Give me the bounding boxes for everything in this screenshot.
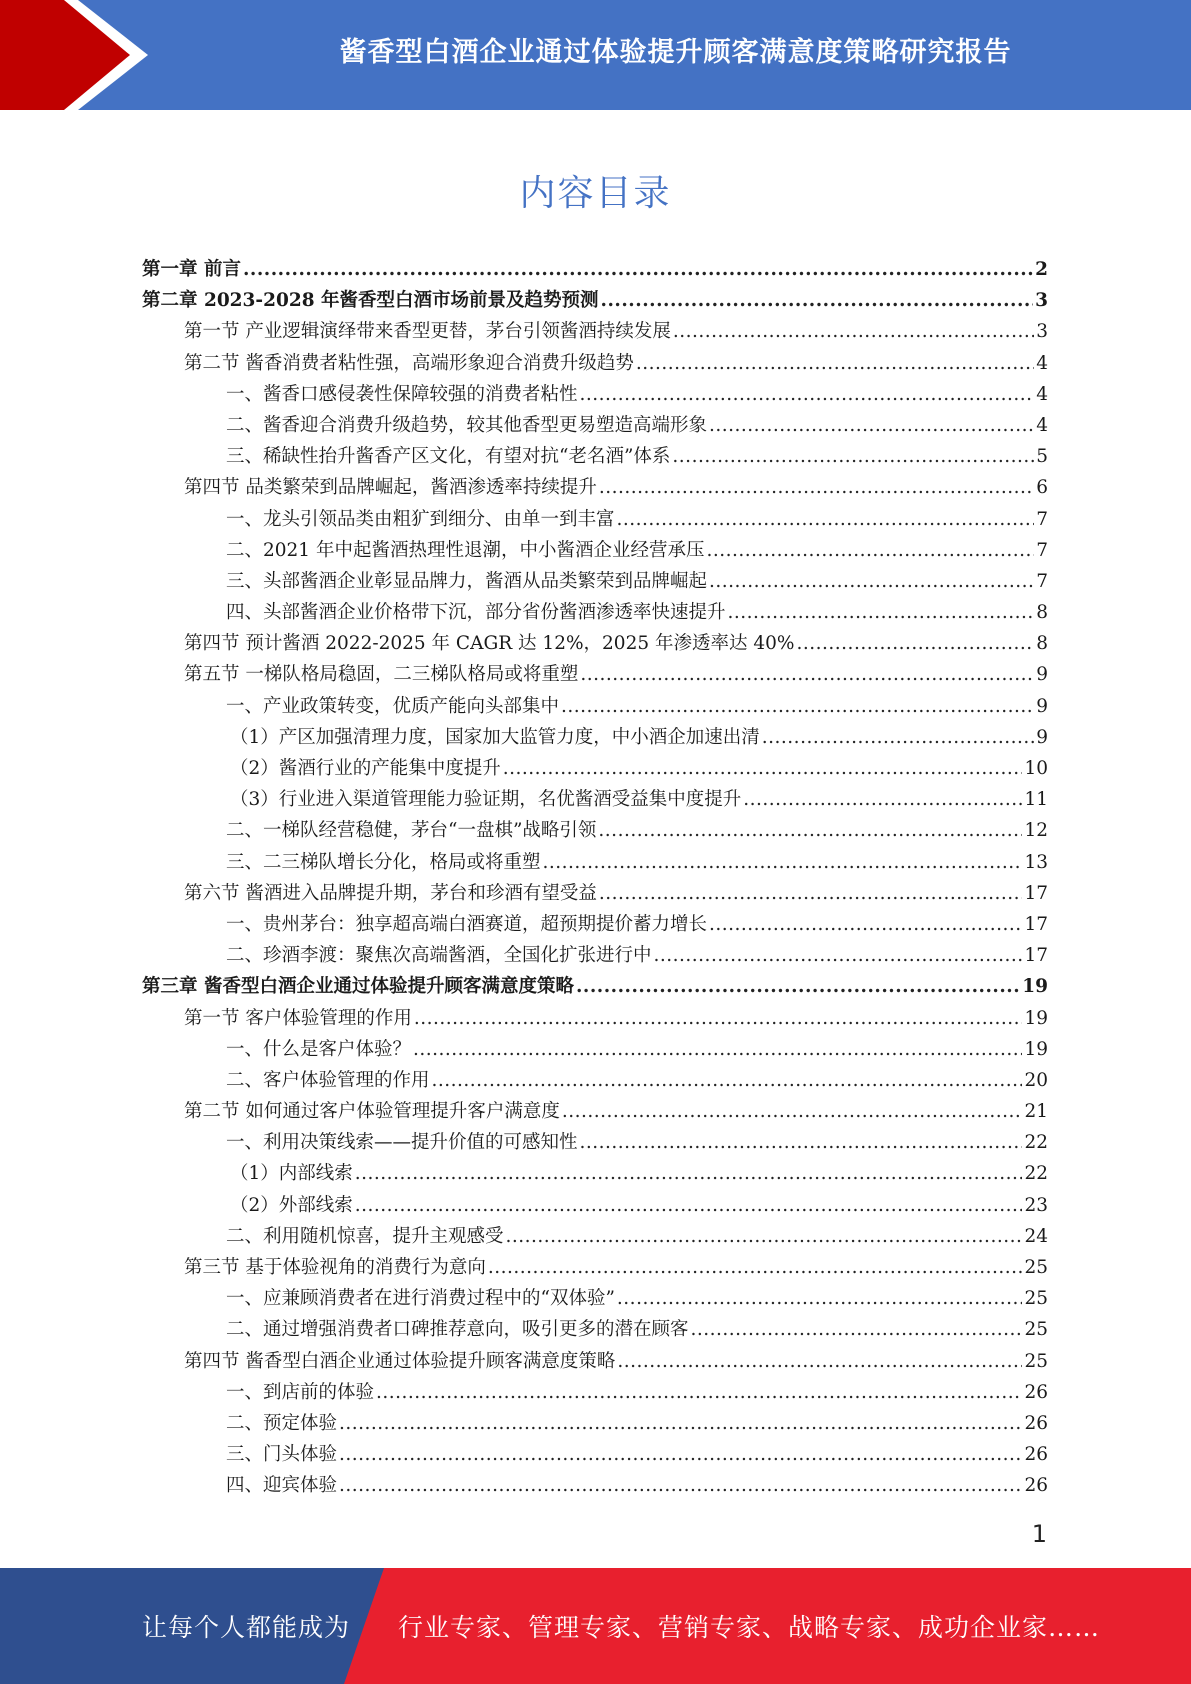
toc-entry-page: 26 bbox=[1024, 1475, 1048, 1497]
toc-entry-page: 8 bbox=[1036, 602, 1048, 624]
toc-entry-page: 12 bbox=[1024, 820, 1048, 842]
toc-dot-leader bbox=[617, 1346, 1022, 1377]
toc-entry[interactable] bbox=[142, 441, 1048, 472]
toc-entry-label: 第六节 酱酒进入品牌提升期，茅台和珍酒有望受益 bbox=[184, 882, 597, 904]
toc-entry-label: 一、什么是客户体验？ bbox=[226, 1038, 412, 1060]
toc-dot-leader bbox=[506, 1221, 1023, 1252]
toc-dot-leader bbox=[562, 1096, 1023, 1127]
toc-entry[interactable] bbox=[142, 1283, 1048, 1314]
toc-dot-leader bbox=[728, 597, 1035, 628]
toc-dot-leader bbox=[636, 348, 1034, 379]
toc-entry-label: 三、头部酱酒企业彰显品牌力，酱酒从品类繁荣到品牌崛起 bbox=[226, 570, 708, 592]
toc-entry-page: 9 bbox=[1036, 664, 1048, 686]
footer-slogan-left: 让每个人都能成为 bbox=[142, 1613, 351, 1642]
toc-dot-leader bbox=[413, 1034, 1022, 1065]
toc-entry[interactable] bbox=[142, 1158, 1048, 1189]
toc-dot-leader bbox=[617, 504, 1035, 535]
toc-entry-label: 第四节 预计酱酒 2022-2025 年 CAGR 达 12%，2025 年渗透率达 40% bbox=[184, 633, 795, 655]
footer-slogan-right: 行业专家、管理专家、营销专家、战略专家、成功企业家…… bbox=[398, 1613, 1101, 1642]
toc-dot-leader bbox=[543, 847, 1023, 878]
toc-entry-page: 19 bbox=[1024, 1007, 1048, 1029]
toc-entry[interactable] bbox=[142, 1003, 1048, 1034]
toc-entry-label: 第五节 一梯队格局稳固，二三梯队格局或将重塑 bbox=[184, 664, 579, 686]
toc-dot-leader bbox=[355, 1190, 1023, 1221]
toc-dot-leader bbox=[243, 254, 1033, 285]
toc-dot-leader bbox=[601, 285, 1034, 316]
toc-dot-leader bbox=[706, 535, 1034, 566]
toc-entry-label: 一、应兼顾消费者在进行消费过程中的“双体验” bbox=[226, 1288, 615, 1310]
toc-entry-label: 第四节 酱香型白酒企业通过体验提升顾客满意度策略 bbox=[184, 1350, 616, 1372]
toc-entry-label: 一、产业政策转变，优质产能向头部集中 bbox=[226, 695, 560, 717]
toc-entry-label: 四、头部酱酒企业价格带下沉，部分省份酱酒渗透率快速提升 bbox=[226, 602, 726, 624]
toc-dot-leader bbox=[709, 909, 1022, 940]
toc-entry-label: 二、利用随机惊喜，提升主观感受 bbox=[226, 1225, 504, 1247]
toc-entry[interactable] bbox=[142, 1065, 1048, 1096]
toc-entry-page: 25 bbox=[1024, 1319, 1048, 1341]
toc-entry-label: 二、珍酒李渡：聚焦次高端酱酒，全国化扩张进行中 bbox=[226, 945, 652, 967]
toc-dot-leader bbox=[709, 566, 1034, 597]
toc-entry-label: 二、2021 年中起酱酒热理性退潮，中小酱酒企业经营承压 bbox=[226, 539, 705, 561]
toc-entry-page: 2 bbox=[1035, 259, 1048, 280]
toc-entry-page: 26 bbox=[1024, 1444, 1048, 1466]
toc-dot-leader bbox=[762, 722, 1034, 753]
toc-entry-label: 第二节 如何通过客户体验管理提升客户满意度 bbox=[184, 1101, 560, 1123]
toc-entry[interactable] bbox=[142, 940, 1048, 971]
toc-dot-leader bbox=[488, 1252, 1023, 1283]
toc-entry-label: 一、到店前的体验 bbox=[226, 1381, 375, 1403]
toc-entry-label: 第二节 酱香消费者粘性强，高端形象迎合消费升级趋势 bbox=[184, 352, 634, 374]
toc-dot-leader bbox=[654, 940, 1023, 971]
toc-entry[interactable] bbox=[142, 1377, 1048, 1408]
toc-dot-leader bbox=[599, 878, 1023, 909]
toc-entry-label: 三、门头体验 bbox=[226, 1444, 338, 1466]
toc-entry-label: 一、利用决策线索——提升价值的可感知性 bbox=[226, 1132, 578, 1154]
toc-entry-page: 17 bbox=[1024, 945, 1048, 967]
toc-entry-page: 13 bbox=[1024, 851, 1048, 873]
toc-entry-page: 11 bbox=[1024, 789, 1048, 811]
toc-entry-page: 9 bbox=[1036, 695, 1048, 717]
toc-entry-page: 26 bbox=[1024, 1381, 1048, 1403]
toc-entry-page: 9 bbox=[1036, 726, 1048, 748]
toc-dot-leader bbox=[561, 691, 1034, 722]
toc-entry-page: 19 bbox=[1024, 1038, 1048, 1060]
toc-entry-page: 10 bbox=[1024, 758, 1048, 779]
toc-entry[interactable] bbox=[142, 1190, 1048, 1221]
toc-entry-page: 24 bbox=[1024, 1225, 1048, 1247]
toc-dot-leader bbox=[339, 1408, 1022, 1439]
toc-entry[interactable] bbox=[142, 566, 1048, 597]
toc-entry-label: 二、一梯队经营稳健，茅台“一盘棋”战略引领 bbox=[226, 820, 597, 842]
toc-entry-page: 4 bbox=[1036, 352, 1048, 374]
toc-entry[interactable] bbox=[142, 1034, 1048, 1065]
toc-entry[interactable] bbox=[142, 535, 1048, 566]
toc-entry-page: 3 bbox=[1035, 290, 1048, 312]
toc-entry-label: 一、贵州茅台：独享超高端白酒赛道，超预期提价蓄力增长 bbox=[226, 913, 708, 935]
toc-entry-page: 3 bbox=[1036, 321, 1048, 343]
toc-entry[interactable] bbox=[142, 316, 1048, 347]
toc-entry-label: （3）行业进入渠道管理能力验证期，名优酱酒受益集中度提升 bbox=[230, 789, 742, 811]
toc-entry-page: 4 bbox=[1036, 383, 1048, 405]
toc-entry-page: 25 bbox=[1024, 1288, 1048, 1310]
toc-entry-label: 二、酱香迎合消费升级趋势，较其他香型更易塑造高端形象 bbox=[226, 414, 708, 436]
toc-entry[interactable] bbox=[142, 1408, 1048, 1439]
toc-entry[interactable] bbox=[142, 1252, 1048, 1283]
toc-entry-page: 6 bbox=[1036, 477, 1048, 499]
toc-entry[interactable] bbox=[142, 472, 1048, 503]
toc-entry-label: （2）酱酒行业的产能集中度提升 bbox=[230, 758, 501, 779]
toc-entry[interactable] bbox=[142, 909, 1048, 940]
toc-dot-leader bbox=[617, 1283, 1023, 1314]
toc-entry-label: 一、酱香口感侵袭性保障较强的消费者粘性 bbox=[226, 383, 578, 405]
toc-dot-leader bbox=[376, 1377, 1022, 1408]
toc-entry[interactable] bbox=[142, 1314, 1048, 1345]
toc-entry-page: 7 bbox=[1036, 570, 1048, 592]
toc-entry-label: 二、客户体验管理的作用 bbox=[226, 1069, 430, 1091]
toc-entry-page: 23 bbox=[1024, 1194, 1048, 1216]
toc-heading: 内容目录 bbox=[519, 173, 672, 214]
toc-entry[interactable] bbox=[142, 504, 1048, 535]
toc-dot-leader bbox=[598, 815, 1022, 846]
toc-entry-label: 第一节 产业逻辑演绎带来香型更替，茅台引领酱酒持续发展 bbox=[184, 321, 671, 343]
toc-entry-label: 二、通过增强消费者口碑推荐意向，吸引更多的潜在顾客 bbox=[226, 1319, 689, 1341]
toc-entry[interactable] bbox=[142, 878, 1048, 909]
toc-entry[interactable] bbox=[142, 722, 1048, 753]
toc-dot-leader bbox=[797, 628, 1035, 659]
toc-entry-label: 三、二三梯队增长分化，格局或将重塑 bbox=[226, 851, 541, 873]
toc-entry-page: 7 bbox=[1036, 539, 1048, 561]
toc-dot-leader bbox=[576, 971, 1020, 1002]
toc-entry[interactable] bbox=[142, 597, 1048, 628]
toc-entry[interactable] bbox=[142, 348, 1048, 379]
toc-entry[interactable] bbox=[142, 659, 1048, 690]
toc-entry[interactable] bbox=[142, 1096, 1048, 1127]
toc-entry[interactable] bbox=[142, 784, 1048, 815]
toc-entry[interactable] bbox=[142, 847, 1048, 878]
toc-dot-leader bbox=[599, 472, 1034, 503]
toc-entry[interactable] bbox=[142, 971, 1048, 1002]
toc-entry[interactable] bbox=[142, 628, 1048, 659]
toc-entry-page: 7 bbox=[1036, 508, 1048, 530]
toc-dot-leader bbox=[339, 1439, 1022, 1470]
toc-entry[interactable] bbox=[142, 1346, 1048, 1377]
toc-dot-leader bbox=[743, 784, 1022, 815]
toc-entry-label: 二、预定体验 bbox=[226, 1412, 338, 1434]
toc-entry-page: 17 bbox=[1024, 913, 1048, 935]
page-number: 1 bbox=[1031, 1520, 1047, 1548]
toc-entry[interactable] bbox=[142, 254, 1048, 285]
toc-dot-leader bbox=[691, 1314, 1023, 1345]
toc-dot-leader bbox=[503, 753, 1023, 784]
toc-entry[interactable] bbox=[142, 410, 1048, 441]
toc-entry-label: 第四节 品类繁荣到品牌崛起，酱酒渗透率持续提升 bbox=[184, 477, 597, 499]
toc-entry[interactable] bbox=[142, 1470, 1048, 1501]
toc-entry[interactable] bbox=[142, 1127, 1048, 1158]
toc-entry-label: 第一章 前言 bbox=[142, 259, 241, 280]
table-of-contents bbox=[142, 254, 1048, 1502]
toc-dot-leader bbox=[709, 410, 1034, 441]
toc-entry[interactable] bbox=[142, 691, 1048, 722]
toc-dot-leader bbox=[432, 1065, 1023, 1096]
toc-entry-page: 25 bbox=[1024, 1257, 1048, 1278]
toc-entry[interactable] bbox=[142, 815, 1048, 846]
toc-entry-page: 5 bbox=[1036, 446, 1048, 468]
toc-dot-leader bbox=[580, 1127, 1023, 1158]
toc-entry-page: 21 bbox=[1024, 1101, 1048, 1123]
toc-entry-label: 一、龙头引领品类由粗犷到细分、由单一到丰富 bbox=[226, 508, 615, 530]
toc-dot-leader bbox=[580, 379, 1035, 410]
toc-entry-label: 第三节 基于体验视角的消费行为意向 bbox=[184, 1257, 486, 1278]
toc-entry-page: 26 bbox=[1024, 1412, 1048, 1434]
toc-entry-page: 25 bbox=[1024, 1350, 1048, 1372]
toc-entry-page: 19 bbox=[1022, 976, 1048, 998]
toc-entry-label: 第三章 酱香型白酒企业通过体验提升顾客满意度策略 bbox=[142, 976, 574, 998]
toc-entry[interactable] bbox=[142, 285, 1048, 316]
toc-entry-label: （1）产区加强清理力度，国家加大监管力度，中小酒企加速出清 bbox=[230, 726, 760, 748]
toc-entry-page: 22 bbox=[1024, 1132, 1048, 1154]
footer-banner bbox=[0, 1568, 1191, 1684]
toc-dot-leader bbox=[580, 659, 1034, 690]
toc-entry[interactable] bbox=[142, 379, 1048, 410]
header-banner bbox=[0, 0, 1191, 110]
toc-entry[interactable] bbox=[142, 1439, 1048, 1470]
toc-entry-label: 四、迎宾体验 bbox=[226, 1475, 338, 1497]
toc-dot-leader bbox=[414, 1003, 1023, 1034]
toc-entry[interactable] bbox=[142, 753, 1048, 784]
toc-dot-leader bbox=[672, 441, 1034, 472]
toc-entry-label: 第二章 2023-2028 年酱香型白酒市场前景及趋势预测 bbox=[142, 290, 599, 312]
toc-dot-leader bbox=[339, 1470, 1022, 1501]
toc-entry-page: 20 bbox=[1024, 1069, 1048, 1091]
toc-entry[interactable] bbox=[142, 1221, 1048, 1252]
toc-entry-page: 4 bbox=[1036, 414, 1048, 436]
toc-entry-label: （1）内部线索 bbox=[230, 1163, 353, 1185]
toc-dot-leader bbox=[355, 1158, 1023, 1189]
report-title: 酱香型白酒企业通过体验提升顾客满意度策略研究报告 bbox=[339, 37, 1012, 68]
toc-entry-label: （2）外部线索 bbox=[230, 1194, 353, 1216]
toc-entry-page: 22 bbox=[1024, 1163, 1048, 1185]
toc-entry-page: 8 bbox=[1036, 633, 1048, 655]
toc-entry-label: 三、稀缺性抬升酱香产区文化，有望对抗“老名酒”体系 bbox=[226, 446, 671, 468]
toc-entry-page: 17 bbox=[1024, 882, 1048, 904]
toc-entry-label: 第一节 客户体验管理的作用 bbox=[184, 1007, 412, 1029]
toc-dot-leader bbox=[673, 316, 1034, 347]
